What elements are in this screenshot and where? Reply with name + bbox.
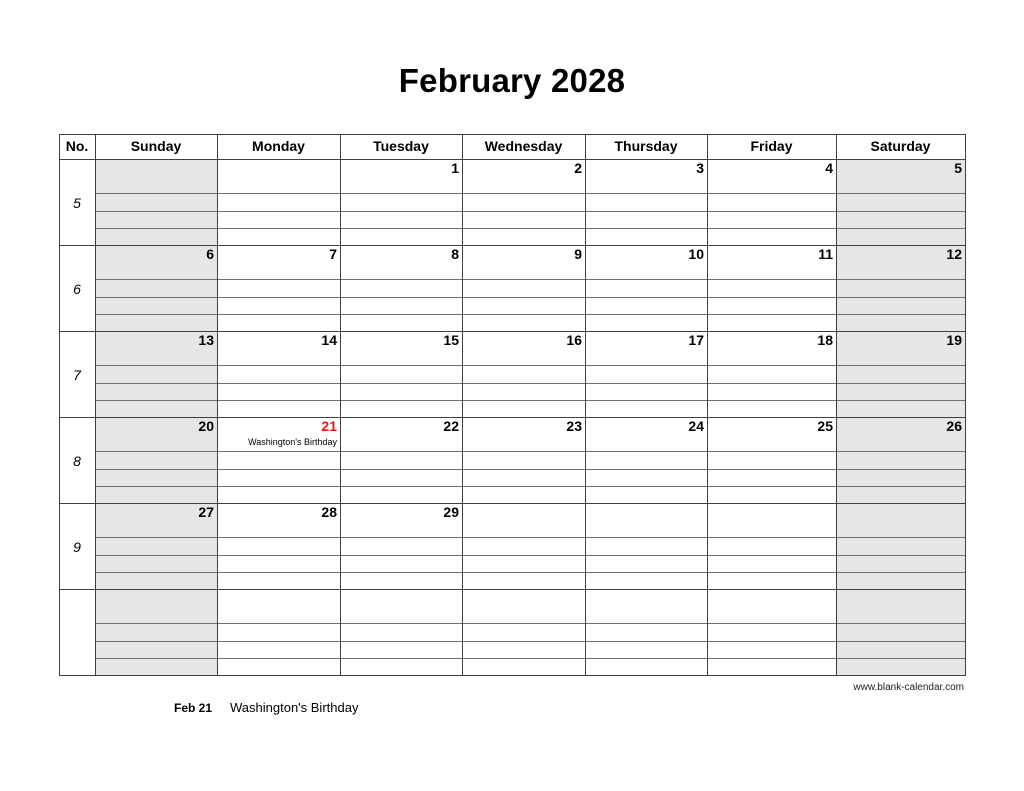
grid-line <box>965 134 966 676</box>
day-number[interactable]: 2 <box>574 160 582 176</box>
grid-line <box>59 134 966 135</box>
week-number: 7 <box>73 367 81 383</box>
grid-line <box>707 134 708 676</box>
day-number[interactable]: 14 <box>321 332 337 348</box>
week-number: 8 <box>73 453 81 469</box>
weekend-shade <box>95 159 217 245</box>
day-number[interactable]: 6 <box>206 246 214 262</box>
page-title: February 2028 <box>398 62 626 99</box>
day-number[interactable]: 4 <box>825 160 833 176</box>
column-header: Wednesday <box>484 138 563 154</box>
weekend-shade <box>836 589 965 675</box>
day-number[interactable]: 17 <box>688 332 704 348</box>
day-number[interactable]: 23 <box>566 418 582 434</box>
column-header: Saturday <box>870 138 931 154</box>
day-number[interactable]: 20 <box>198 418 214 434</box>
weekend-shade <box>95 589 217 675</box>
day-number[interactable]: 18 <box>817 332 833 348</box>
column-header: Friday <box>750 138 793 154</box>
grid-line <box>59 675 966 676</box>
day-number[interactable]: 21 <box>321 418 337 434</box>
grid-line <box>340 134 341 676</box>
day-number[interactable]: 1 <box>451 160 459 176</box>
column-header: Monday <box>252 138 305 154</box>
day-number[interactable]: 7 <box>329 246 337 262</box>
day-number[interactable]: 8 <box>451 246 459 262</box>
day-number[interactable]: 15 <box>443 332 459 348</box>
column-header: Thursday <box>614 138 678 154</box>
holiday-note: Washington's Birthday <box>248 437 337 447</box>
day-number[interactable]: 19 <box>946 332 962 348</box>
grid-line <box>59 134 60 676</box>
week-number: 9 <box>73 539 81 555</box>
day-number[interactable]: 29 <box>443 504 459 520</box>
week-number: 6 <box>73 281 81 297</box>
day-number[interactable]: 25 <box>817 418 833 434</box>
week-number: 5 <box>73 195 81 211</box>
column-header: No. <box>65 138 89 154</box>
day-number[interactable]: 22 <box>443 418 459 434</box>
grid-line <box>95 134 96 676</box>
day-number[interactable]: 13 <box>198 332 214 348</box>
website-link[interactable]: www.blank-calendar.com <box>853 682 964 693</box>
grid-line <box>217 134 218 676</box>
day-number[interactable]: 16 <box>566 332 582 348</box>
day-number[interactable]: 3 <box>696 160 704 176</box>
legend-holiday-name: Washington's Birthday <box>230 700 359 715</box>
day-number[interactable]: 11 <box>818 246 833 262</box>
day-number[interactable]: 9 <box>574 246 582 262</box>
grid-line <box>585 134 586 676</box>
day-number[interactable]: 28 <box>321 504 337 520</box>
day-number[interactable]: 26 <box>946 418 962 434</box>
grid-line <box>836 134 837 676</box>
column-header: Sunday <box>130 138 182 154</box>
grid-line <box>462 134 463 676</box>
weekend-shade <box>836 503 965 589</box>
column-header: Tuesday <box>373 138 429 154</box>
grid-line <box>59 589 966 590</box>
day-number[interactable]: 10 <box>688 246 704 262</box>
legend-date: Feb 21 <box>174 701 213 715</box>
day-number[interactable]: 12 <box>946 246 962 262</box>
day-number[interactable]: 27 <box>198 504 214 520</box>
day-number[interactable]: 24 <box>688 418 704 434</box>
day-number[interactable]: 5 <box>954 160 962 176</box>
